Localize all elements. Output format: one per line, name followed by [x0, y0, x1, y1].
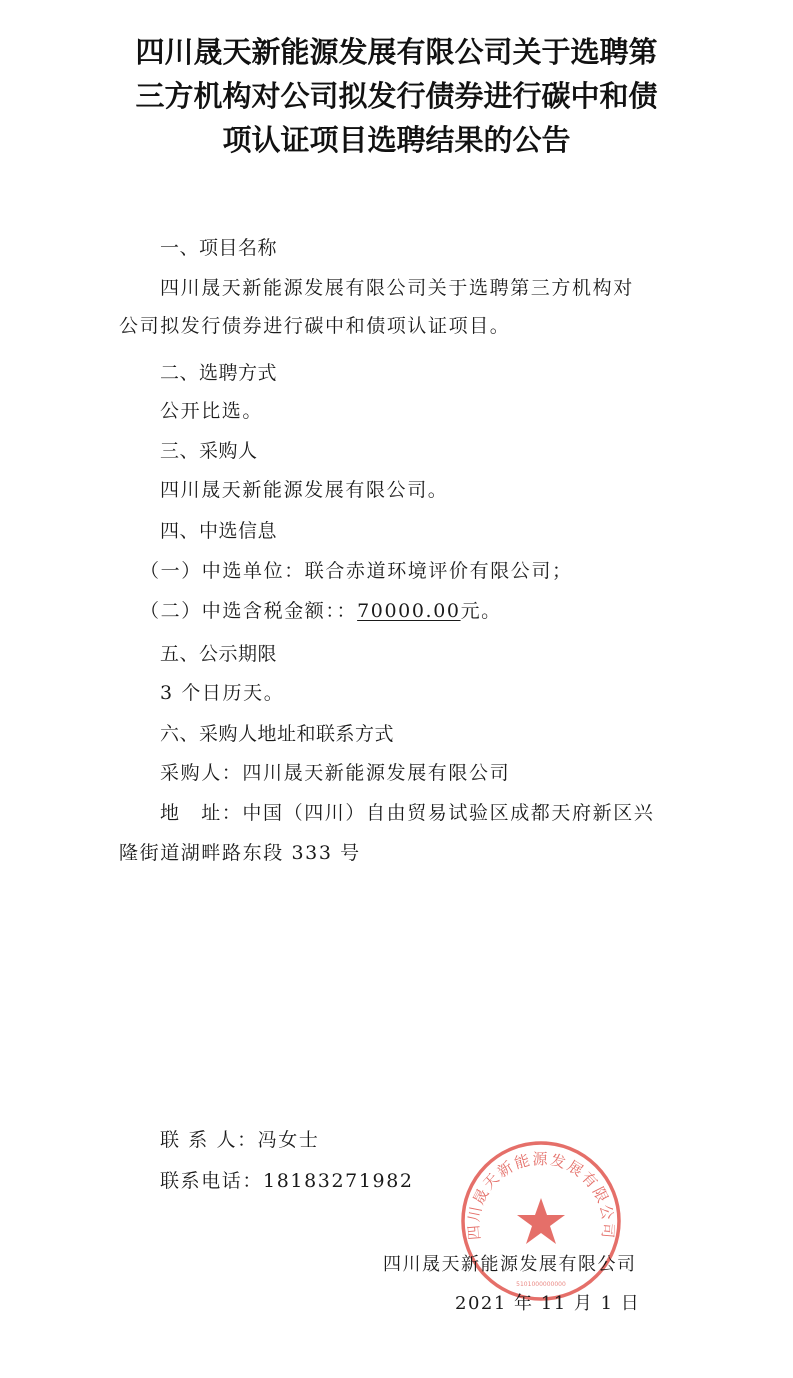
title-line-2: 三方机构对公司拟发行债券进行碳中和债 — [135, 79, 658, 113]
section-5-body: 3 个日历天。 — [160, 682, 285, 704]
section-1-body-line-2: 公司拟发行债券进行碳中和债项认证项目。 — [119, 315, 511, 337]
section-4-item-1: （一）中选单位：联合赤道环境评价有限公司； — [140, 560, 573, 582]
svg-text:5101000000000: 5101000000000 — [516, 1281, 566, 1288]
document-title — [0, 30, 793, 162]
title-line-1: 四川晟天新能源发展有限公司关于选聘第 — [135, 35, 658, 69]
section-5-heading: 五、公示期限 — [160, 643, 278, 665]
section-1-heading: 一、项目名称 — [160, 237, 278, 259]
section-4-item-2 — [140, 598, 502, 624]
section-4-heading: 四、中选信息 — [160, 520, 278, 542]
contact-phone: 联系电话：18183271982 — [160, 1170, 414, 1192]
section-6-heading: 六、采购人地址和联系方式 — [160, 723, 395, 745]
section-6-address-line-2: 隆街道湖畔路东段 333 号 — [119, 842, 361, 864]
signature-company: 四川晟天新能源发展有限公司 — [383, 1254, 637, 1275]
title-line-3: 项认证项目选聘结果的公告 — [222, 123, 571, 157]
section-2-heading: 二、选聘方式 — [160, 362, 278, 384]
signature-date: 2021 年 11 月 1 日 — [455, 1293, 641, 1314]
svg-text:四川晟天新能源发展有限公司: 四川晟天新能源发展有限公司 — [464, 1150, 618, 1241]
section-6-address-line-1: 地 址：中国（四川）自由贸易试验区成都天府新区兴 — [160, 802, 655, 824]
amount-label: （二）中选含税金额：： — [140, 600, 358, 622]
section-3-heading: 三、采购人 — [160, 440, 258, 462]
section-1-body-line-1: 四川晟天新能源发展有限公司关于选聘第三方机构对 — [160, 277, 634, 299]
official-seal-stamp — [458, 1138, 624, 1304]
amount-value: 70000.00 — [357, 600, 461, 622]
section-3-body: 四川晟天新能源发展有限公司。 — [160, 479, 449, 501]
amount-unit: 元。 — [460, 600, 502, 622]
contact-person: 联 系 人：冯女士 — [160, 1129, 320, 1151]
section-6-buyer: 采购人：四川晟天新能源发展有限公司 — [160, 762, 511, 784]
section-2-body: 公开比选。 — [160, 400, 264, 422]
